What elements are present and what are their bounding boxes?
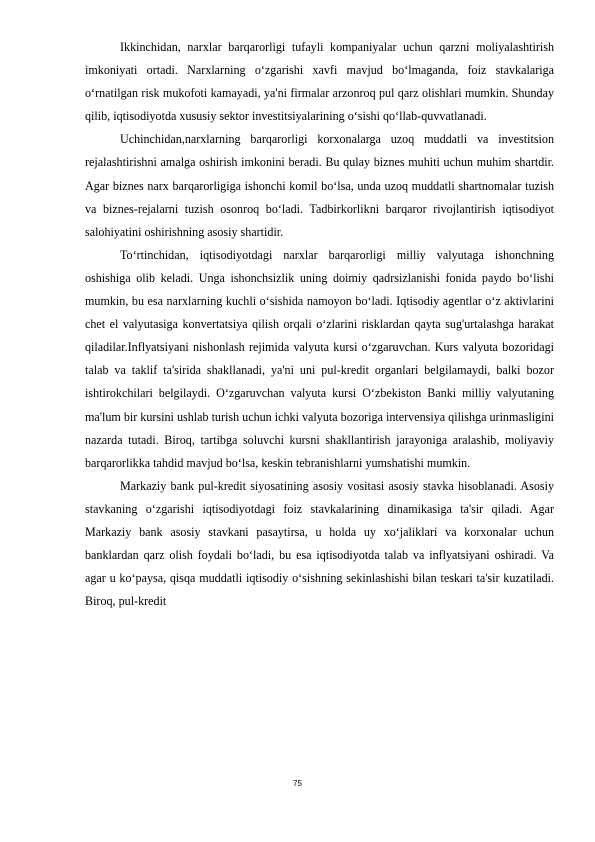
paragraph-central-bank-rate: Markaziy bank pul-kredit siyosatining asosiy vositasi asosiy stavka hisoblanadi. Asosiy stavkaning o‘zgarishi iqtisodiyotdagi foiz stavkalarining dinamikasiga ta'sir qiladi. Agar Markaziy bank asosiy stavkani pasaytirsa, u holda uy xo‘jaliklari va korxonalar uchun banklardan qarz olish foydali bo‘ladi, bu esa iqtisodiyotda talab va inflyatsiyani oshiradi. Va agar u ko‘paysa, qisqa muddatli iqtisodiy o‘sishning sekinlashishi bilan teskari ta'sir kuzatiladi. Biroq, pul-kredit xyxy=(85,478,554,609)
body-text xyxy=(85,36,554,613)
paragraph-third-point: Uchinchidan,narxlarning barqarorligi korxonalarga uzoq muddatli va investitsion rejalashtirishni amalga oshirish imkonini beradi. Bu qulay biznes muhiti uchun muhim shartdir. Agar biznes narx barqarorligiga ishonchi komil bo‘lsa, unda uzoq muddatli shartnomalar tuzish va biznes-rejalarni tuzish osonroq bo‘ladi. Tadbirkorlikni barqaror rivojlantirish iqtisodiyot salohiyatini oshirishning asosiy shartidir. xyxy=(85,132,554,239)
page-number: 75 xyxy=(293,779,302,788)
paragraph-fourth-point: To‘rtinchidan, iqtisodiyotdagi narxlar barqarorligi milliy valyutaga ishonchning oshishiga olib keladi. Unga ishonchsizlik uning doimiy qadrsizlanishi fonida paydo bo‘lishi mumkin, bu esa narxlarning kuchli o‘sishida namoyon bo‘ladi. Iqtisodiy agentlar o‘z aktivlarini chet el valyutasiga konvertatsiya qilish orqali o‘zlarini risklardan qayta sug'urtalashga harakat qiladilar.Inflyatsiyani nishonlash rejimida valyuta kursi o‘zgaruvchan. Kurs valyuta bozoridagi talab va taklif ta'sirida shakllanadi, ya'ni uni pul-kredit organlari belgilamaydi, balki bozor ishtirokchilari belgilaydi. O‘zgaruvchan valyuta kursi O‘zbekiston Banki milliy valyutaning ma'lum bir kursini ushlab turish uchun ichki valyuta bozoriga intervensiya qilishga urinmasligini nazarda tutadi. Biroq, tartibga soluvchi kursni shakllantirish jarayoniga aralashib, moliyaviy barqarorlikka tahdid mavjud bo‘lsa, keskin tebranishlarni yumshatishi mumkin. xyxy=(85,247,554,470)
paragraph-second-point: Ikkinchidan, narxlar barqarorligi tufayli kompaniyalar uchun qarzni moliyalashtirish imkoniyati ortadi. Narxlarning o‘zgarishi xavfi mavjud bo‘lmaganda, foiz stavkalariga o‘rnatilgan risk mukofoti kamayadi, ya'ni firmalar arzonroq pul qarz olishlari mumkin. Shunday qilib, iqtisodiyotda xususiy sektor investitsiyalarining o‘sishi qo‘llab-quvvatlanadi. xyxy=(85,40,554,124)
